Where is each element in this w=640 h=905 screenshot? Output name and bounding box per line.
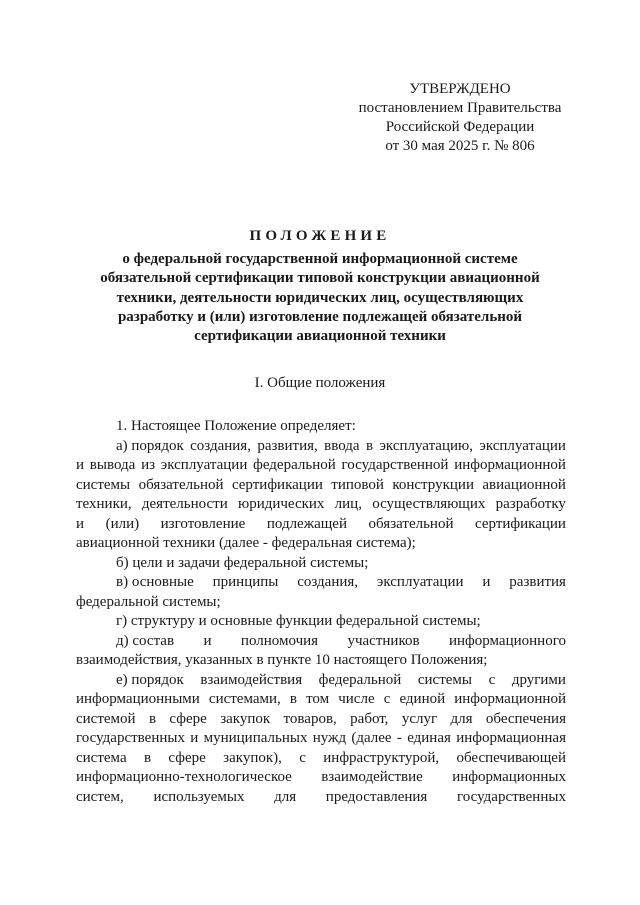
text-word: - <box>396 730 402 746</box>
text-word: федеральной системы; <box>76 593 221 610</box>
text-word: разработку <box>495 496 566 512</box>
text-line <box>76 632 566 652</box>
approval-government: Российской Федерации <box>385 119 535 135</box>
text-word: государственной <box>341 457 449 473</box>
text-word: обязательной <box>368 515 454 532</box>
text-word: полномочия <box>240 632 319 649</box>
body-text <box>76 417 566 807</box>
text-word: авиационной <box>482 476 566 493</box>
text-line <box>76 476 566 496</box>
text-word: в <box>365 437 374 454</box>
text-word: нужд <box>312 730 347 746</box>
text-word: закупок), <box>223 749 282 766</box>
text-word: и <box>190 730 199 746</box>
text-line <box>76 495 566 515</box>
text-line <box>76 768 566 788</box>
subtitle-line: обязательной сертификации типовой конструкции авиационной <box>100 270 540 287</box>
text-word: с <box>383 691 391 707</box>
text-line <box>76 456 566 476</box>
text-word: (или) <box>105 515 140 532</box>
text-word: система <box>76 749 127 766</box>
text-word: сертификации <box>475 515 566 532</box>
text-line <box>76 612 566 632</box>
text-word: системы <box>417 671 473 688</box>
text-word: ввода <box>324 437 360 454</box>
text-word: с <box>299 749 306 766</box>
text-word: системы <box>76 476 131 493</box>
text-word: сфере <box>169 710 207 727</box>
text-word: создания, <box>190 437 251 454</box>
text-word: систем, <box>76 788 124 805</box>
subtitle-line: сертификации авиационной техники <box>194 328 446 345</box>
text-word: техники, <box>76 496 132 512</box>
text-line <box>76 671 566 691</box>
text-word: инфраструктурой, <box>323 749 440 766</box>
text-word: обязательной <box>138 476 224 493</box>
text-word: из <box>141 457 156 473</box>
text-word: системами, <box>208 691 281 707</box>
text-word: информационная <box>456 730 566 746</box>
text-word: подлежащей <box>266 515 347 532</box>
text-word: информационной <box>454 457 566 473</box>
text-word: развития <box>509 574 566 590</box>
text-word: конструкции <box>392 476 474 493</box>
text-word: государственных <box>456 788 566 805</box>
text-word: товаров, <box>283 710 337 727</box>
text-word: и <box>76 515 85 532</box>
text-word: обеспечивающей <box>456 749 566 766</box>
subtitle-line: техники, деятельности юридических лиц, осуществляющих <box>116 289 524 306</box>
text-word: закупок <box>220 710 271 727</box>
text-word: муниципальных <box>203 730 308 746</box>
document-subtitle <box>70 250 570 346</box>
text-word: типовой <box>331 476 384 493</box>
text-word: числе <box>338 691 375 707</box>
text-line <box>76 515 566 535</box>
text-word: изготовление <box>160 515 246 532</box>
text-word: и <box>482 574 491 590</box>
text-word: в <box>143 749 152 766</box>
text-word: лиц, <box>334 496 362 512</box>
text-word: информационного <box>448 632 566 649</box>
text-word: принципы <box>212 574 279 590</box>
text-line <box>76 534 566 554</box>
text-word: е) порядок <box>116 671 184 688</box>
text-word: услуг <box>401 710 438 727</box>
text-word: федеральной <box>253 457 336 473</box>
text-word: деятельности <box>141 496 228 512</box>
text-line <box>76 437 566 457</box>
text-word: с <box>488 671 496 688</box>
text-word: системой <box>76 710 136 727</box>
text-word: эксплуатации <box>376 574 464 590</box>
text-word: и <box>76 457 85 473</box>
approval-stamp <box>340 80 580 156</box>
text-word: другими <box>511 671 566 688</box>
text-word: предоставления <box>325 788 428 805</box>
section-heading: I. Общие положения <box>254 375 386 391</box>
text-line <box>76 690 566 710</box>
text-word: эксплуатации <box>160 457 248 473</box>
text-word: (далее <box>351 730 392 746</box>
subtitle-line: о федеральной государственной информационной системе <box>122 251 518 267</box>
text-word: а) порядок <box>116 437 184 454</box>
text-word: взаимодействие <box>321 769 423 785</box>
text-line <box>76 593 566 613</box>
text-line <box>76 651 566 671</box>
text-word: государственных <box>76 730 185 746</box>
text-word: б) цели и задачи федеральной системы; <box>116 554 369 571</box>
text-word: информационно-технологическое <box>76 769 292 785</box>
text-word: 1. Настоящее Положение определяет: <box>116 418 356 434</box>
text-line <box>76 573 566 593</box>
text-word: в) основные <box>116 574 194 590</box>
text-word: в <box>289 691 297 707</box>
approval-decree: постановлением Правительства <box>358 100 562 116</box>
text-word: создания, <box>297 574 359 590</box>
text-word: обеспечения <box>485 710 566 727</box>
text-word: единой <box>399 691 446 707</box>
text-word: федеральной <box>318 671 402 688</box>
text-word: том <box>306 691 330 707</box>
text-word: юридических <box>237 496 325 512</box>
text-word: и <box>203 632 212 649</box>
text-line <box>76 749 566 769</box>
approval-word: УТВЕРЖДЕНО <box>409 81 511 97</box>
text-word: участников <box>347 632 420 649</box>
text-line <box>76 710 566 730</box>
text-word: эксплуатацию, <box>379 437 473 454</box>
text-word: вывода <box>89 457 136 473</box>
text-word: взаимодействия <box>200 671 303 688</box>
text-word: осуществляющих <box>372 496 486 512</box>
text-line <box>76 729 566 749</box>
text-word: информационными <box>76 691 200 707</box>
text-line <box>76 788 566 808</box>
text-word: сертификации <box>231 476 323 493</box>
text-line <box>76 417 566 437</box>
text-word: д) состав <box>116 632 175 649</box>
text-word: работ, <box>350 710 389 727</box>
text-word: для <box>274 788 297 805</box>
text-word: сфере <box>168 749 206 766</box>
text-word: взаимодействия, указанных в пункте 10 настоящего Положения; <box>76 652 488 668</box>
text-word: информационной <box>454 691 566 707</box>
approval-date-number: от 30 мая 2025 г. № 806 <box>385 138 535 154</box>
text-word: авиационной техники (далее - федеральная система); <box>76 535 416 551</box>
text-word: развития, <box>257 437 318 454</box>
subtitle-line: разработку и (или) изготовление подлежащей обязательной <box>117 308 523 325</box>
text-word: в <box>148 710 157 727</box>
text-word: используемых <box>153 788 245 805</box>
text-line <box>76 554 566 574</box>
text-word: для <box>450 710 473 727</box>
text-word: единая <box>407 730 451 746</box>
text-word: информационных <box>452 769 566 785</box>
document-title: ПОЛОЖЕНИЕ <box>249 228 391 244</box>
text-word: эксплуатации <box>479 437 566 454</box>
text-word: г) структуру и основные функции федеральной системы; <box>116 613 481 629</box>
